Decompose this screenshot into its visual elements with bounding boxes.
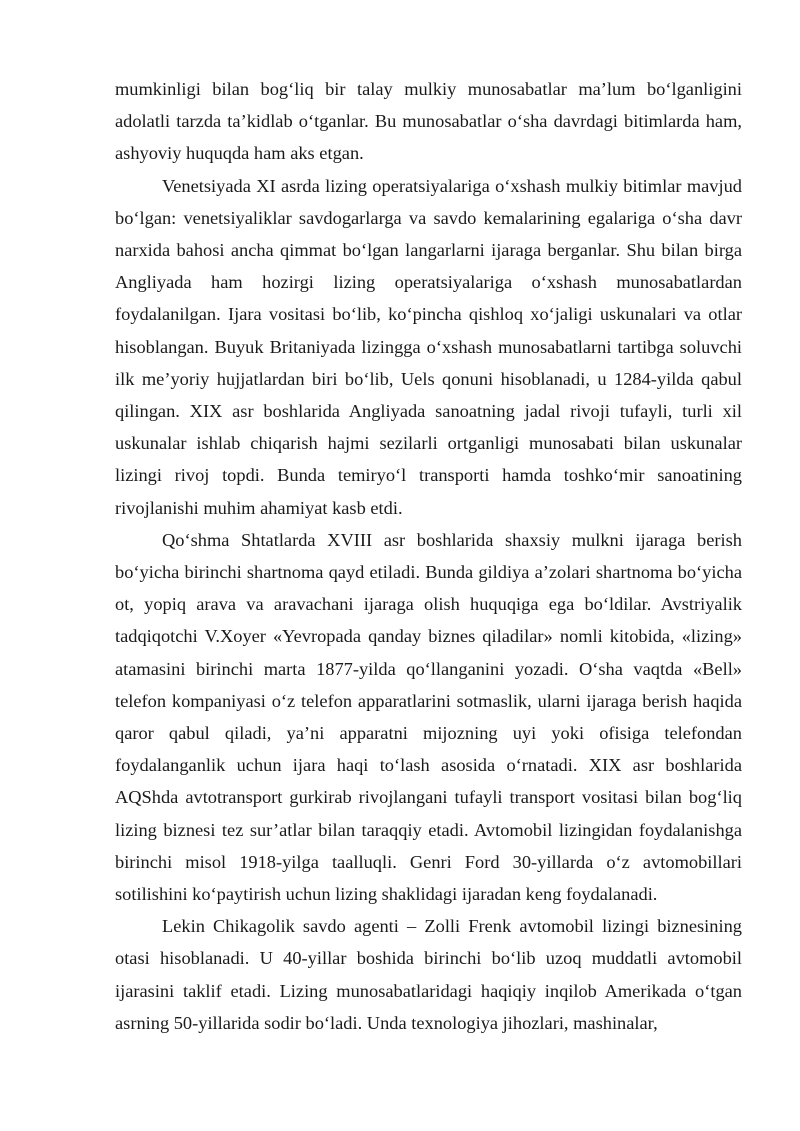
paragraph-4: Lekin Chikagolik savdo agenti – Zolli Frenk avtomobil lizingi biznesining otasi hisoblanadi. U 40-yillar boshida birinchi bo‘lib uzoq muddatli avtomobil ijarasini taklif etadi. Lizing munosabatlaridagi haqiqiy inqilob Amerikada o‘tgan asrning 50-yillarida sodir bo‘ladi. Unda texnologiya jihozlari, mashinalar, [115,916,742,1033]
paragraph-1: mumkinligi bilan bog‘liq bir talay mulkiy munosabatlar ma’lum bo‘lganligini adolatli tarzda ta’kidlab o‘tganlar. Bu munosabatlar o‘sha davrdagi bitimlarda ham, ashyoviy huquqda ham aks etgan. [115,79,742,164]
document-page [115,73,742,1039]
paragraph-2: Venetsiyada XI asrda lizing operatsiyalariga o‘xshash mulkiy bitimlar mavjud bo‘lgan: venetsiyaliklar savdogarlarga va savdo kemalarining egalariga o‘sha davr narxida bahosi ancha qimmat bo‘lgan langarlarni ijaraga berganlar. Shu bilan birga Angliyada ham hozirgi lizing operatsiyalariga o‘xshash munosabatlardan foydalanilgan. Ijara vositasi bo‘lib, ko‘pincha qishloq xo‘jaligi uskunalari va otlar hisoblangan. Buyuk Britaniyada lizingga o‘xshash munosabatlarni tartibga soluvchi ilk me’yoriy hujjatlardan biri bo‘lib, Uels qonuni hisoblanadi, u 1284-yilda qabul qilingan. XIX asr boshlarida Angliyada sanoatning jadal rivoji tufayli, turli xil uskunalar ishlab chiqarish hajmi sezilarli ortganligi munosabati bilan uskunalar lizingi rivoj topdi. Bunda temiryo‘l transporti hamda toshko‘mir sanoatining rivojlanishi muhim ahamiyat kasb etdi. [115,175,742,518]
paragraph-3: Qo‘shma Shtatlarda XVIII asr boshlarida shaxsiy mulkni ijaraga berish bo‘yicha birinchi shartnoma qayd etiladi. Bunda gildiya a’zolari shartnoma bo‘yicha ot, yopiq arava va aravachani ijaraga olish huquqiga ega bo‘ldilar. Avstriyalik tadqiqotchi V.Xoyer «Yevropada qanday biznes qiladilar» nomli kitobida, «lizing» atamasini birinchi marta 1877-yilda qo‘llanganini yozadi. O‘sha vaqtda «Bell» telefon kompaniyasi o‘z telefon apparatlarini sotmaslik, ularni ijaraga berish haqida qaror qabul qiladi, ya’ni apparatni mijozning uyi yoki ofisiga telefondan foydalanganlik uchun ijara haqi to‘lash asosida o‘rnatadi. XIX asr boshlarida AQShda avtotransport gurkirab rivojlangani tufayli transport vositasi bilan bog‘liq lizing biznesi tez sur’atlar bilan taraqqiy etadi. Avtomobil lizingidan foydalanishga birinchi misol 1918-yilga taalluqli. Genri Ford 30-yillarda o‘z avtomobillari sotilishini ko‘paytirish uchun lizing shaklidagi ijaradan keng foydalanadi. [115,529,742,905]
